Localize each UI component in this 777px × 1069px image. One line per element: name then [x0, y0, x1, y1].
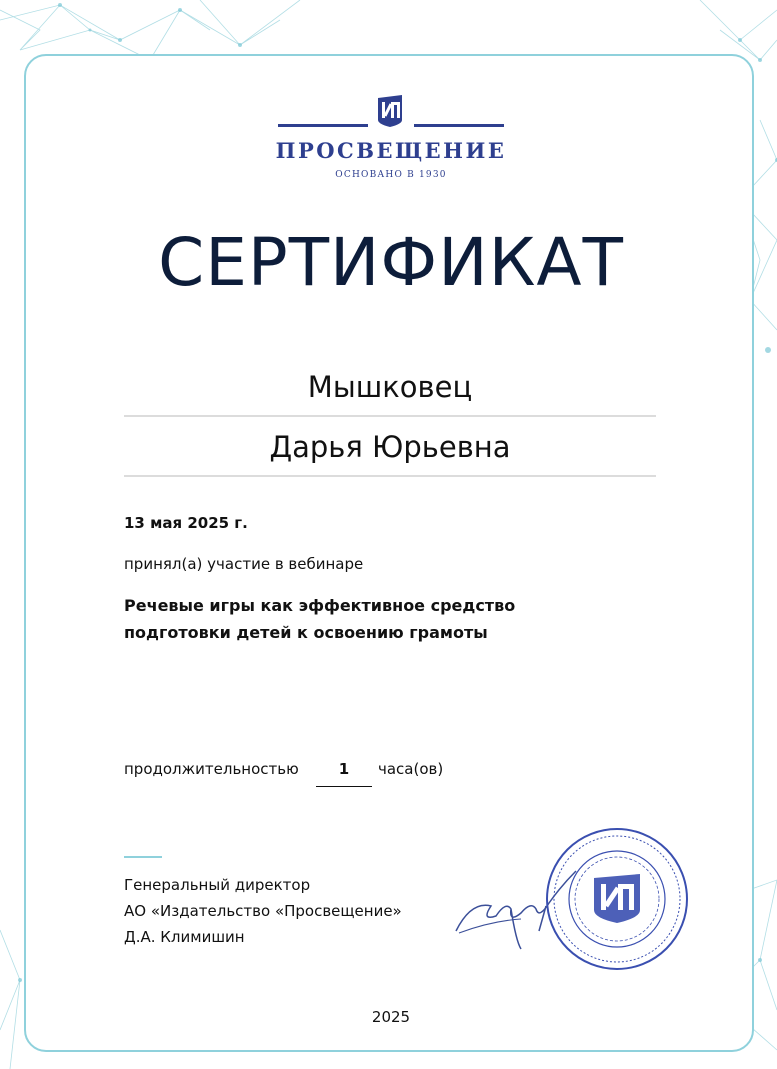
prosveshchenie-logo-icon — [376, 94, 404, 128]
signatory-block — [124, 872, 402, 950]
logo-line-right — [414, 124, 504, 127]
webinar-title-line-1: Речевые игры как эффективное средство — [124, 596, 516, 615]
certificate-date: 13 мая 2025 г. — [124, 514, 248, 532]
participation-text: принял(а) участие в вебинаре — [124, 555, 364, 573]
signatory-position: Генеральный директор — [124, 876, 311, 894]
brand-name: ПРОСВЕЩЕНИЕ — [275, 138, 507, 163]
logo-line-left — [278, 124, 368, 127]
certificate-title: СЕРТИФИКАТ — [158, 224, 624, 301]
webinar-title — [124, 592, 644, 646]
webinar-title-line-2: подготовки детей к освоению грамоты — [124, 623, 488, 642]
official-seal-icon — [544, 826, 690, 972]
signatory-organization: АО «Издательство «Просвещение» — [124, 902, 402, 920]
certificate-card — [24, 54, 754, 1052]
recipient-given-names: Дарья Юрьевна — [124, 430, 656, 477]
duration-value: 1 — [316, 760, 372, 787]
certificate-year: 2025 — [371, 1008, 411, 1026]
signatory-name: Д.А. Климишин — [124, 928, 245, 946]
signature-accent-line — [124, 856, 162, 858]
duration-label: продолжительностью — [124, 760, 299, 778]
publisher-logo — [26, 76, 756, 186]
brand-subtitle: ОСНОВАНО В 1930 — [335, 170, 447, 180]
duration-unit: часа(ов) — [378, 760, 444, 778]
recipient-surname: Мышковец — [124, 370, 656, 417]
